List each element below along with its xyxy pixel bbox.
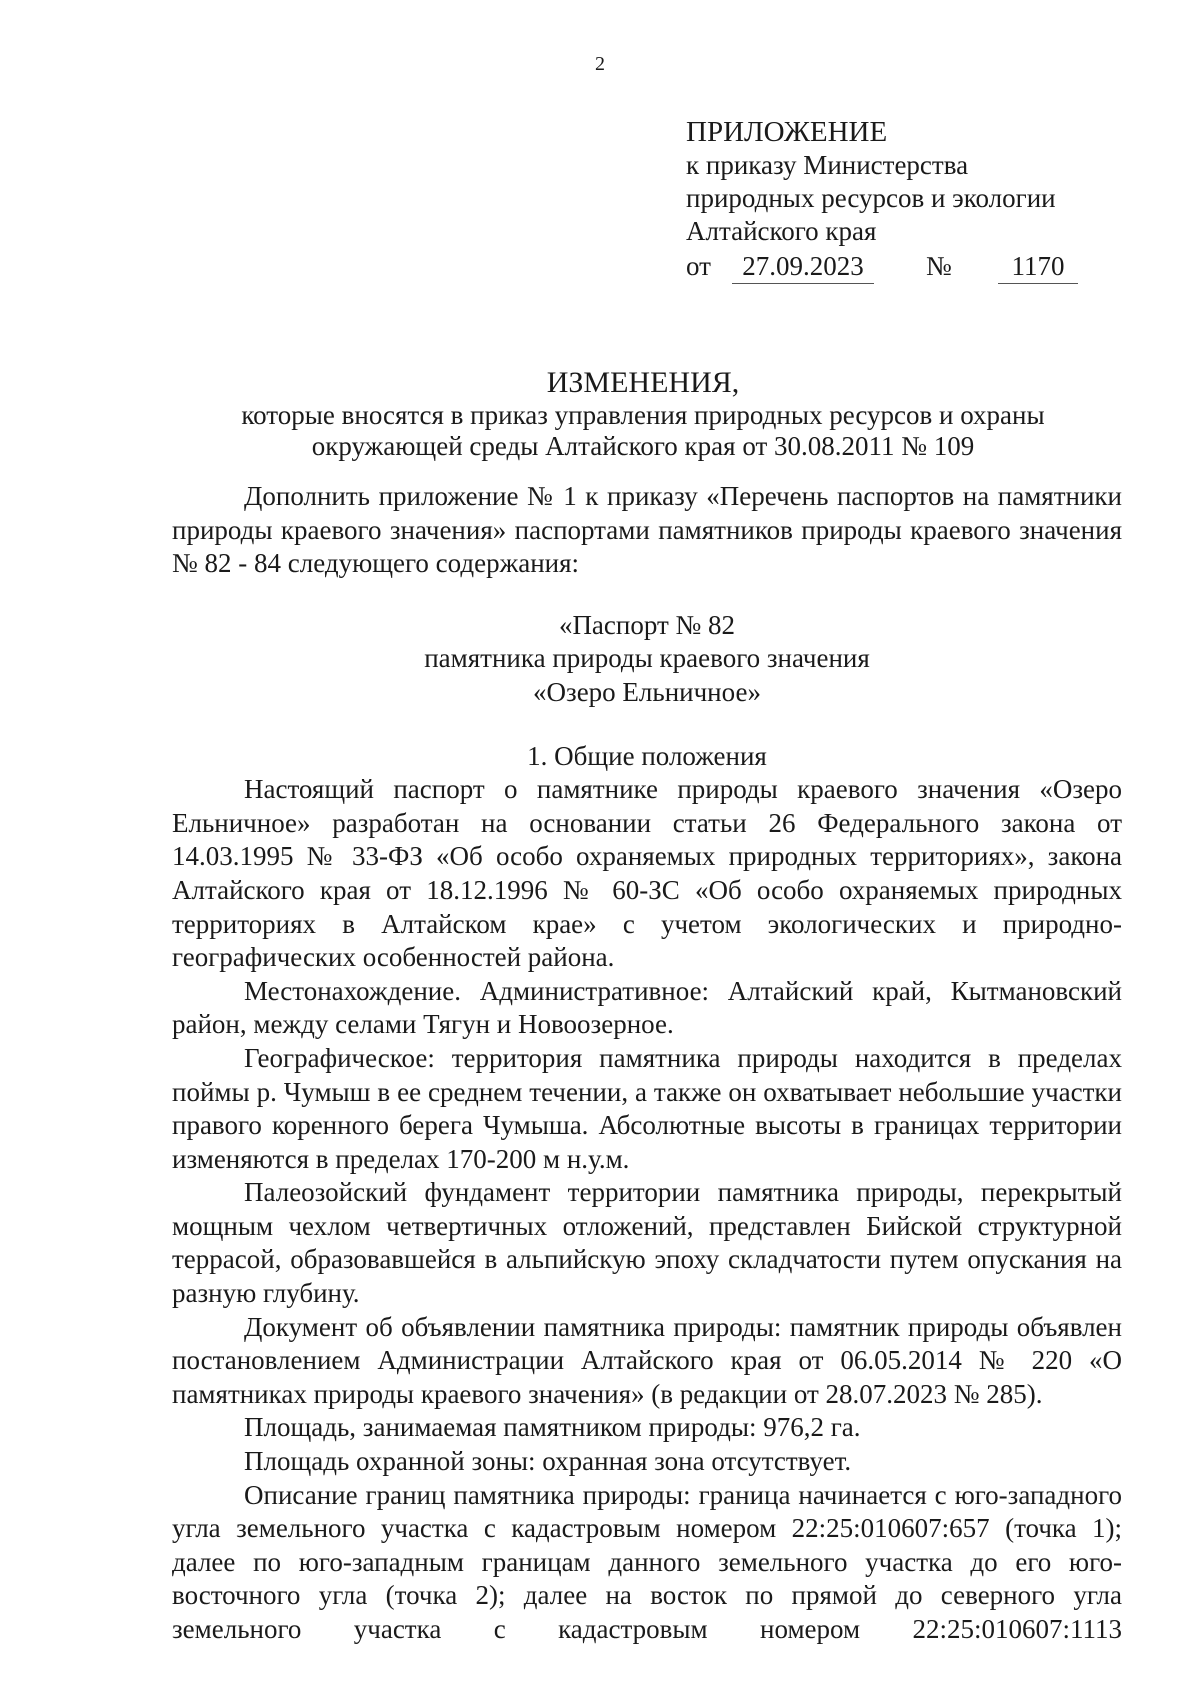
paragraph-legal-basis: Настоящий паспорт о памятнике природы краевого значения «Озеро Ельничное» разработан на основании статьи 26 Федерального закона от 14.03.1995 № 33-ФЗ «Об особо охраняемых природных территориях», закона Алтайского края от 18.12.1996 № 60-ЗС «Об особо охраняемых природных территориях в Алтайском крае» с учетом экологических и природно-географических особенностей района.: [172, 774, 1122, 973]
paragraph-location-geo: Географическое: территория памятника природы находится в пределах поймы р. Чумыш в ее среднем течении, а также он охватывает небольшие участки правого коренного берега Чумыша. Абсолютные высоты в границах территории изменяются в пределах 170-200 м н.у.м.: [172, 1042, 1122, 1174]
appendix-date-row: [686, 250, 1146, 290]
document-body: [172, 480, 1122, 1647]
date-prefix: от: [686, 251, 711, 281]
appendix-line-3: Алтайского края: [686, 216, 877, 246]
order-date: 27.09.2023: [732, 250, 874, 284]
paragraph-boundaries: Описание границ памятника природы: граница начинается с юго-западного угла земельного участка с кадастровым номером 22:25:010607:657 (точка 1); далее по юго-западным границам данного земельного участка до его юго-восточного угла (точка 2); далее на восток по прямой до северного угла земельного участка с кадастровым номером 22:25:010607:1113: [172, 1479, 1122, 1644]
paragraph-buffer-zone: Площадь охранной зоны: охранная зона отсутствует.: [244, 1446, 852, 1477]
document-title-block: [150, 366, 1136, 462]
document-subtitle-line-2: окружающей среды Алтайского края от 30.08.2011 № 109: [311, 431, 975, 461]
appendix-line-2: природных ресурсов и экологии: [686, 183, 1056, 213]
paragraph-area: Площадь, занимаемая памятником природы: 976,2 га.: [244, 1412, 861, 1443]
page-number: 2: [595, 53, 605, 75]
document-title: ИЗМЕНЕНИЯ,: [546, 366, 740, 399]
appendix-line-1: к приказу Министерства: [686, 150, 969, 180]
intro-paragraph: Дополнить приложение № 1 к приказу «Перечень паспортов на памятники природы краевого значения» паспортами памятников природы краевого значения № 82 - 84 следующего содержания:: [172, 481, 1122, 579]
number-sign: №: [926, 251, 952, 281]
paragraph-geology: Палеозойский фундамент территории памятника природы, перекрытый мощным чехлом четвертичных отложений, представлен Бийской структурной террасой, образовавшейся в альпийскую эпоху складчатости путем опускания на разную глубину.: [172, 1177, 1122, 1309]
passport-heading-line-2: памятника природы краевого значения: [424, 643, 870, 674]
paragraph-location-admin: Местонахождение. Административное: Алтайский край, Кытмановский район, между селами Тягун и Новоозерное.: [172, 975, 1122, 1040]
document-subtitle-line-1: которые вносятся в приказ управления природных ресурсов и охраны: [241, 400, 1045, 430]
paragraph-declaration-doc: Документ об объявлении памятника природы: памятник природы объявлен постановлением Администрации Алтайского края от 06.05.2014 № 220 «О памятниках природы краевого значения» (в редакции от 28.07.2023 № 285).: [172, 1311, 1122, 1409]
order-number: 1170: [998, 250, 1078, 284]
appendix-heading: ПРИЛОЖЕНИЕ: [686, 116, 888, 148]
appendix-block: [686, 116, 1146, 290]
section-title-general: 1. Общие положения: [527, 740, 767, 771]
passport-heading-line-1: «Паспорт № 82: [558, 609, 736, 640]
passport-heading-line-3: «Озеро Ельничное»: [533, 676, 761, 707]
passport-heading: [172, 609, 1122, 710]
